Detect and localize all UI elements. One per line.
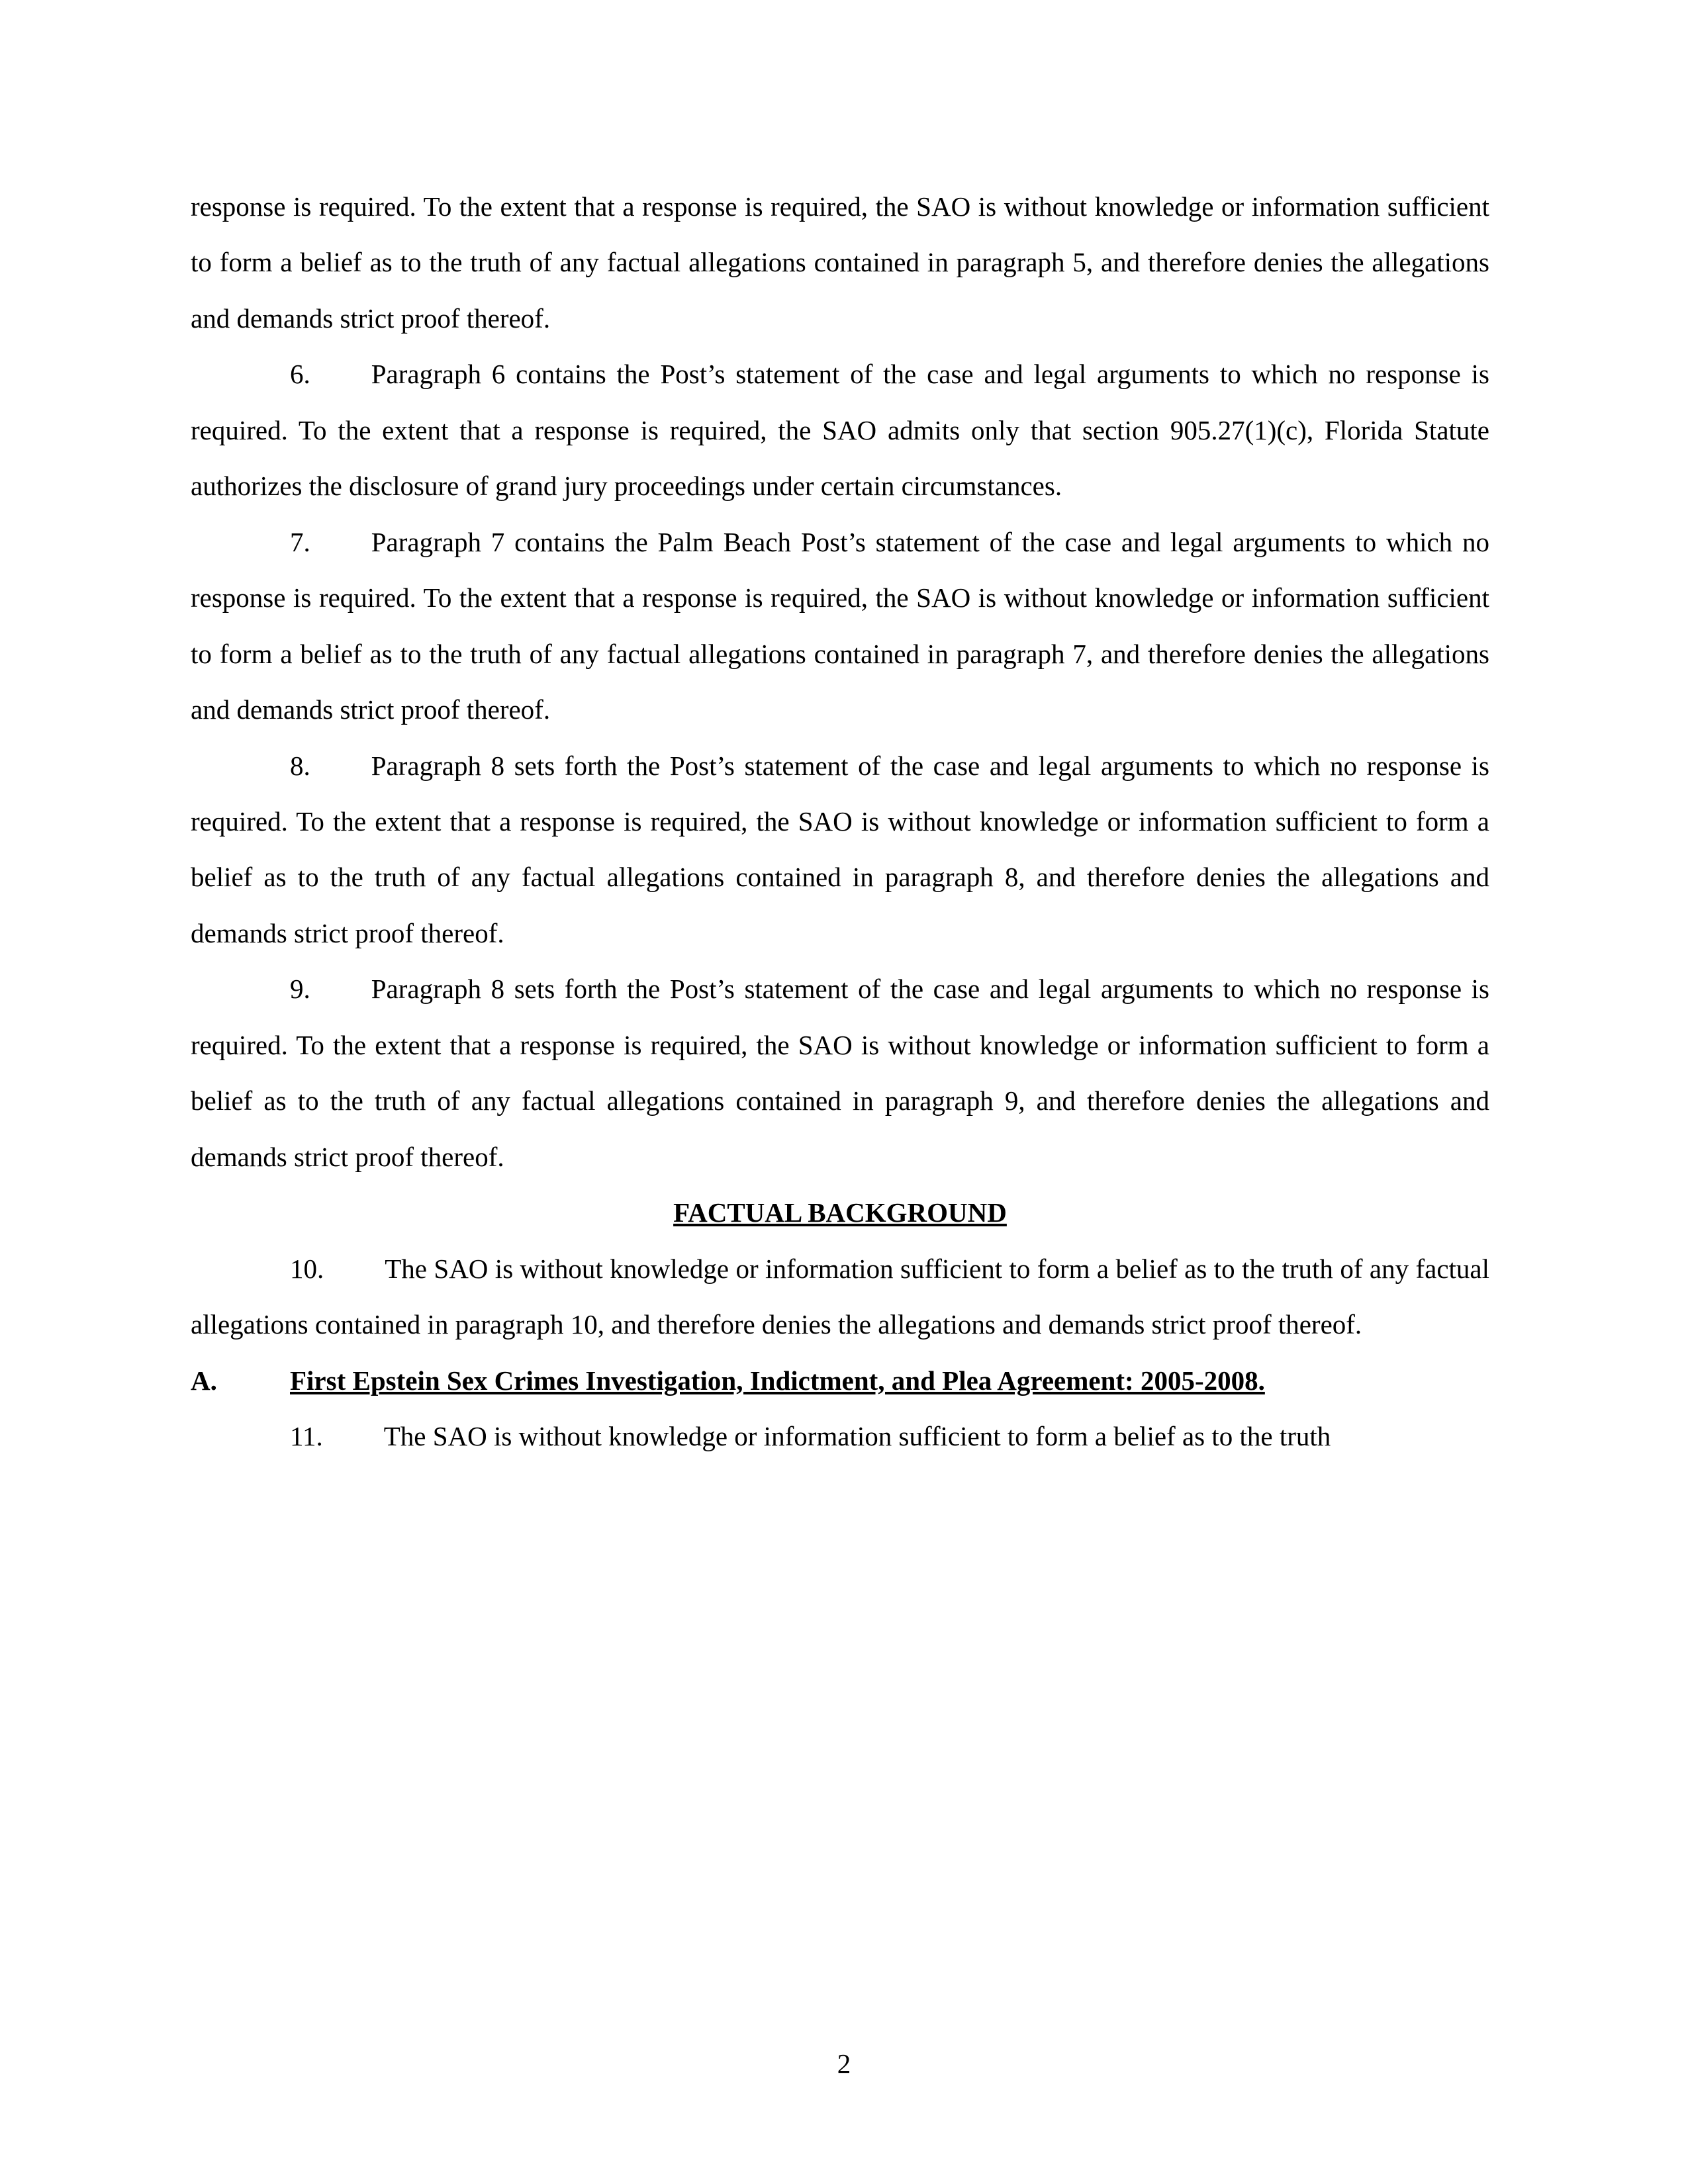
paragraph-9	[191, 961, 1489, 1185]
paragraph-text: Paragraph 6 contains the Post’s statement of the case and legal arguments to which no response is required. To the extent that a response is required, the SAO admits only that section 905.27(1)(c), Florida Statute authorizes the disclosure of grand jury proceedings under certain circumstances.	[191, 359, 1489, 502]
paragraph-6	[191, 346, 1489, 514]
paragraph-number: 9.	[290, 974, 310, 1005]
page-number: 2	[837, 2048, 851, 2079]
paragraph-11	[191, 1408, 1489, 1464]
paragraph-8	[191, 738, 1489, 962]
paragraph-text: The SAO is without knowledge or information sufficient to form a belief as to the truth	[383, 1420, 1331, 1451]
paragraph-text: Paragraph 8 sets forth the Post’s statement of the case and legal arguments to which no response is required. To the extent that a response is required, the SAO is without knowledge or information sufficient to form a belief as to the truth of any factual allegations contained in paragraph 8, and therefore denies the allegations and demands strict proof thereof.	[191, 750, 1489, 948]
paragraph-10	[191, 1241, 1489, 1353]
paragraph-text: response is required. To the extent that a response is required, the SAO is without knowledge or information sufficient to form a belief as to the truth of any factual allegations contained in paragraph 5, and therefore denies the allegations and demands strict proof thereof.	[191, 191, 1489, 334]
factual-background-heading: FACTUAL BACKGROUND	[673, 1197, 1007, 1228]
paragraph-text: Paragraph 8 sets forth the Post’s statement of the case and legal arguments to which no response is required. To the extent that a response is required, the SAO is without knowledge or information sufficient to form a belief as to the truth of any factual allegations contained in paragraph 9, and therefore denies the allegations and demands strict proof thereof.	[191, 974, 1489, 1172]
paragraph-number: 6.	[290, 359, 310, 390]
paragraph-5-continuation	[191, 179, 1489, 346]
paragraph-7	[191, 514, 1489, 738]
section-a-heading	[191, 1353, 1489, 1408]
paragraph-number: 11.	[290, 1420, 323, 1451]
paragraph-text: The SAO is without knowledge or information sufficient to form a belief as to the truth of any factual allegations contained in paragraph 10, and therefore denies the allegations and demands strict proof thereof.	[191, 1253, 1489, 1340]
paragraph-text: Paragraph 7 contains the Palm Beach Post’s statement of the case and legal arguments to which no response is required. To the extent that a response is required, the SAO is without knowledge or information sufficient to form a belief as to the truth of any factual allegations contained in paragraph 7, and therefore denies the allegations and demands strict proof thereof.	[191, 526, 1489, 725]
paragraph-number: 7.	[290, 526, 310, 557]
section-letter: A.	[191, 1365, 217, 1396]
paragraph-number: 8.	[290, 750, 310, 781]
paragraph-number: 10.	[290, 1253, 324, 1284]
section-title: First Epstein Sex Crimes Investigation, Indictment, and Plea Agreement: 2005-2008.	[290, 1365, 1265, 1396]
document-body	[191, 179, 1489, 1464]
